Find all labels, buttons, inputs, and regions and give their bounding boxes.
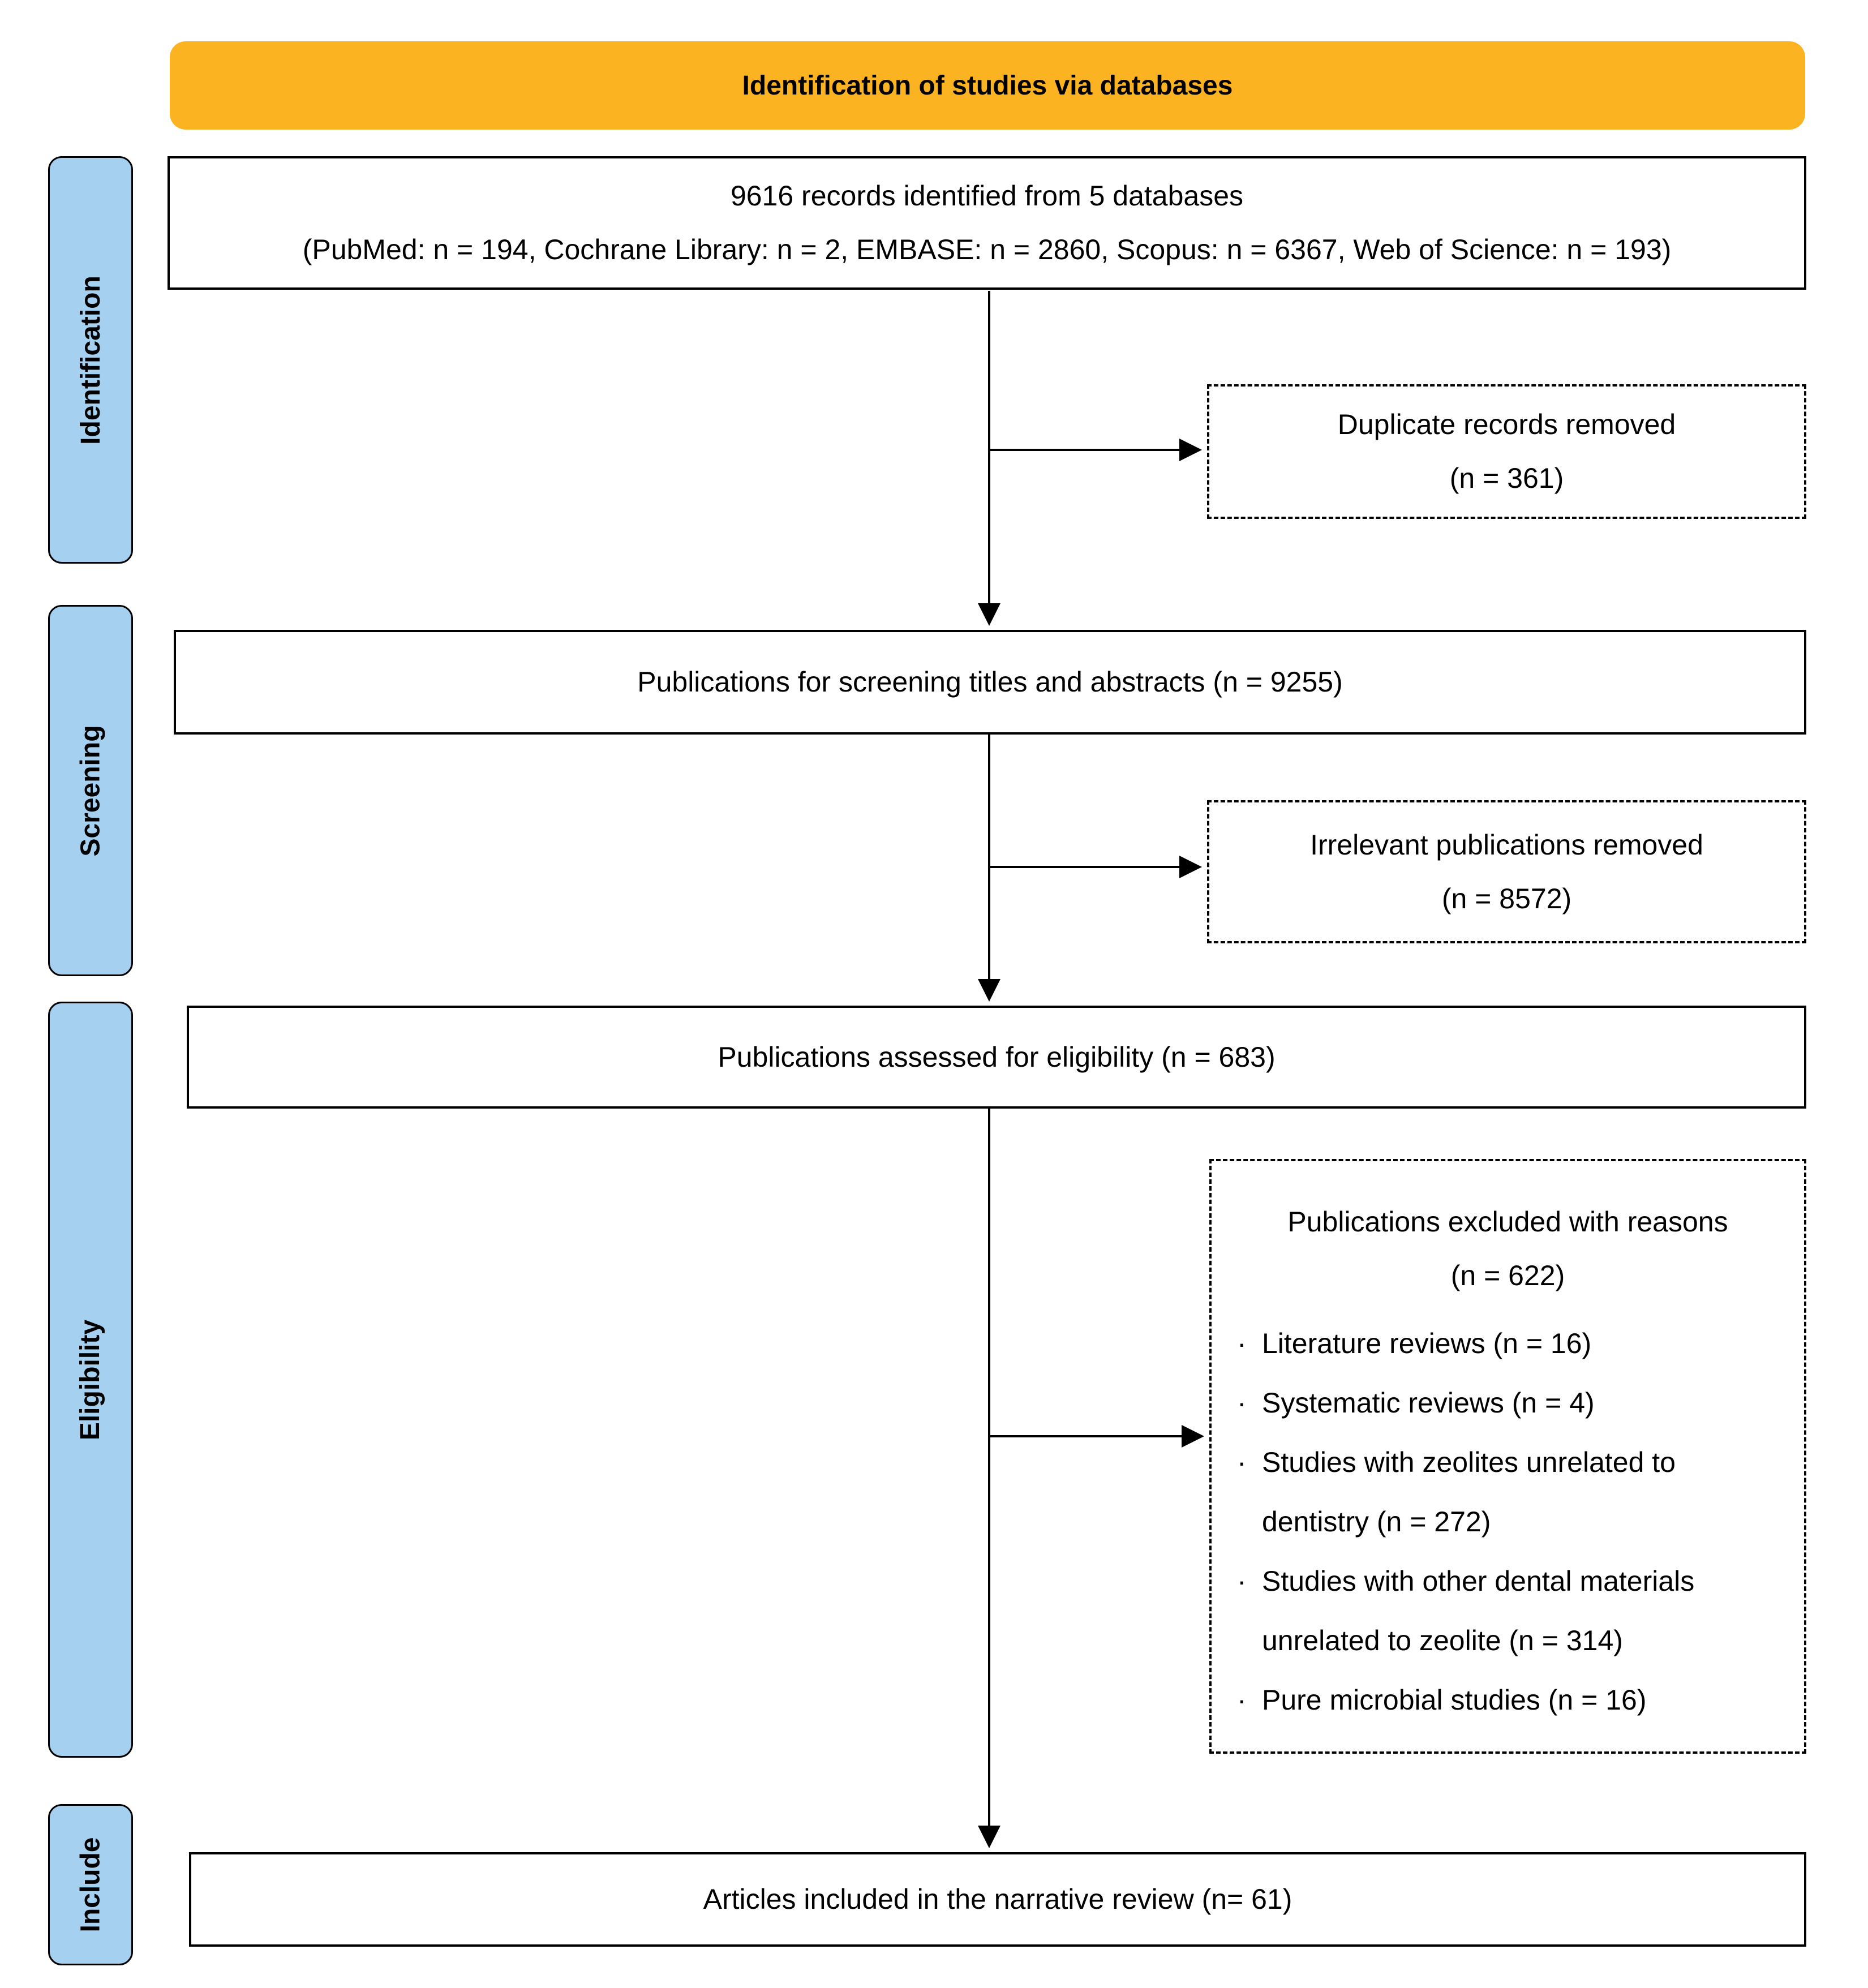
stage-identification [48, 156, 133, 564]
box-irrelevant-removed [1207, 800, 1806, 943]
stage-include [48, 1804, 133, 1965]
bullet-icon: · [1237, 1565, 1247, 1597]
excluded-reason-text: Studies with other dental materials unrelated to zeolite (n = 314) [1262, 1565, 1695, 1656]
bullet-icon: · [1237, 1446, 1247, 1478]
records-identified-line1: 9616 records identified from 5 databases [730, 180, 1244, 212]
excluded-reason-text: Studies with zeolites unrelated to dentistry (n = 272) [1262, 1446, 1676, 1538]
excluded-reason-text: Pure microbial studies (n = 16) [1262, 1684, 1647, 1716]
excluded-reason-list [1237, 1314, 1779, 1730]
box-eligibility [187, 1006, 1806, 1109]
stage-include-label: Include [75, 1837, 106, 1933]
records-identified-line2: (PubMed: n = 194, Cochrane Library: n = 2, EMBASE: n = 2860, Scopus: n = 6367, Web of Science: n = 193) [302, 234, 1672, 265]
duplicates-removed-line1: Duplicate records removed [1337, 409, 1676, 440]
stage-identification-label: Identification [75, 275, 106, 445]
irrelevant-removed-line1: Irrelevant publications removed [1310, 828, 1703, 861]
eligibility-text: Publications assessed for eligibility (n = 683) [718, 1041, 1276, 1073]
stage-screening-label: Screening [75, 724, 106, 857]
bullet-icon: · [1237, 1387, 1247, 1419]
excluded-reason-text: Literature reviews (n = 16) [1262, 1328, 1592, 1359]
diagram-title: Identification of studies via databases [742, 70, 1233, 101]
diagram-title-banner [170, 41, 1805, 130]
excluded-line2: (n = 622) [1450, 1260, 1565, 1291]
box-records-identified [168, 156, 1806, 290]
included-text: Articles included in the narrative review (n= 61) [703, 1883, 1292, 1915]
box-excluded [1209, 1159, 1806, 1754]
excluded-line1: Publications excluded with reasons [1287, 1206, 1728, 1238]
stage-eligibility-label: Eligibility [75, 1319, 106, 1440]
irrelevant-removed-line2: (n = 8572) [1441, 882, 1572, 914]
excluded-reason-item [1237, 1314, 1779, 1373]
box-duplicates-removed [1207, 384, 1806, 519]
box-included [189, 1852, 1806, 1947]
stage-screening [48, 605, 133, 976]
duplicates-removed-line2: (n = 361) [1449, 462, 1564, 494]
bullet-icon: · [1237, 1328, 1247, 1359]
excluded-reason-item [1237, 1373, 1779, 1433]
excluded-reason-text: Systematic reviews (n = 4) [1262, 1387, 1595, 1419]
screening-text: Publications for screening titles and abstracts (n = 9255) [637, 666, 1343, 698]
bullet-icon: · [1237, 1684, 1247, 1716]
box-screening [174, 630, 1806, 735]
stage-eligibility [48, 1002, 133, 1758]
excluded-reason-item [1237, 1552, 1779, 1671]
excluded-reason-item [1237, 1433, 1779, 1552]
excluded-reason-item [1237, 1671, 1779, 1730]
